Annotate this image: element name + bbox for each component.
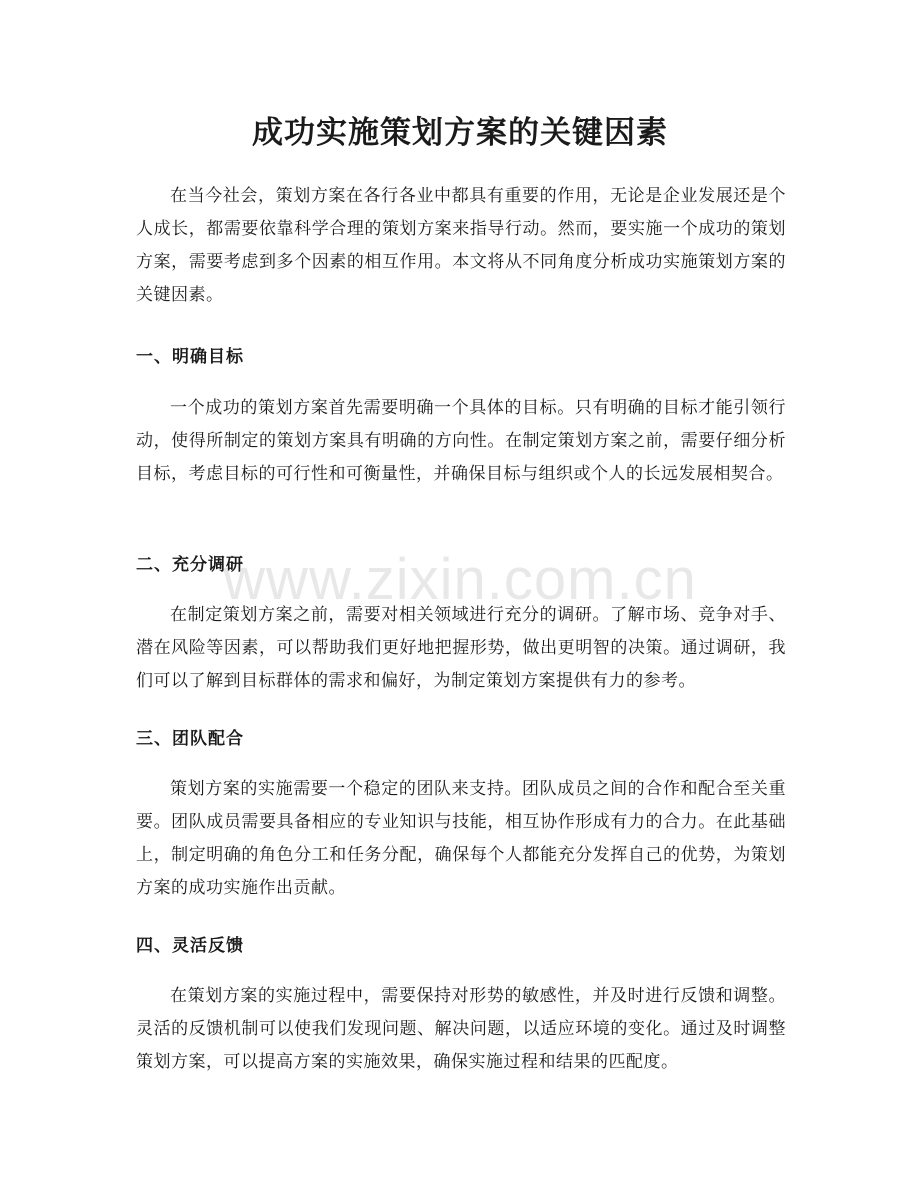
watermark: www.zixin.com.cn [223, 547, 697, 612]
section-heading-goal: 一、明确目标 [136, 347, 244, 367]
section-body-feedback: 在策划方案的实施过程中，需要保持对形势的敏感性，并及时进行反馈和调整。灵活的反馈机制可以使我们发现问题、解决问题，以适应环境的变化。通过及时调整策划方案，可以提高方案的实施效果，确保实施过程和结果的匹配度。 [136, 986, 786, 1072]
section-heading-research: 二、充分调研 [136, 555, 244, 575]
intro-paragraph: 在当今社会，策划方案在各行各业中都具有重要的作用，无论是企业发展还是个人成长，都需要依靠科学合理的策划方案来指导行动。然而，要实施一个成功的策划方案，需要考虑到多个因素的相互作用。本文将从不同角度分析成功实施策划方案的关键因素。 [136, 186, 786, 305]
section-heading-feedback: 四、灵活反馈 [136, 936, 244, 956]
page-title: 成功实施策划方案的关键因素 [252, 115, 668, 151]
section-body-research: 在制定策划方案之前，需要对相关领域进行充分的调研。了解市场、竞争对手、潜在风险等因素，可以帮助我们更好地把握形势，做出更明智的决策。通过调研，我们可以了解到目标群体的需求和偏好，为制定策划方案提供有力的参考。 [136, 605, 786, 691]
section-body-goal: 一个成功的策划方案首先需要明确一个具体的目标。只有明确的目标才能引领行动，使得所制定的策划方案具有明确的方向性。在制定策划方案之前，需要仔细分析目标，考虑目标的可行性和可衡量性，并确保目标与组织或个人的长远发展相契合。 [136, 398, 786, 484]
section-heading-team: 三、团队配合 [136, 729, 244, 749]
section-body-team: 策划方案的实施需要一个稳定的团队来支持。团队成员之间的合作和配合至关重要。团队成员需要具备相应的专业知识与技能，相互协作形成有力的合力。在此基础上，制定明确的角色分工和任务分配，确保每个人都能充分发挥自己的优势，为策划方案的成功实施作出贡献。 [136, 779, 786, 898]
